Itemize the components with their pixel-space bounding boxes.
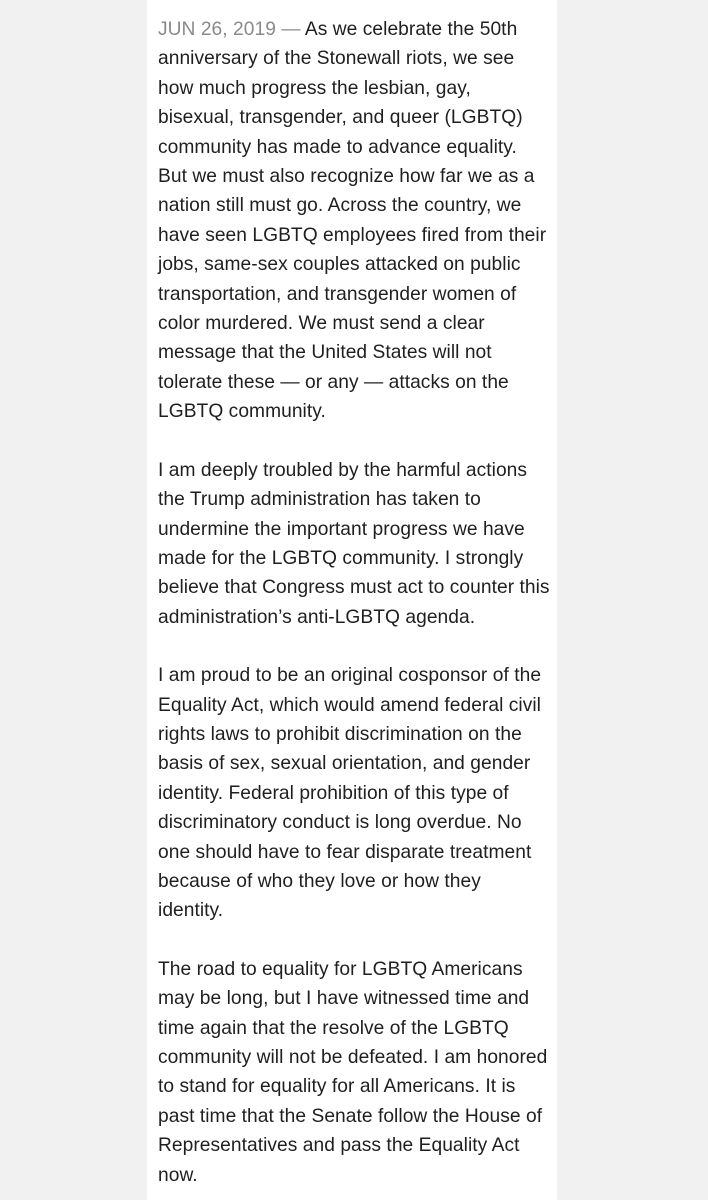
- article-paragraph-4: The road to equality for LGBTQ Americans may be long, but I have witnessed time and time again that the resolve of the LGBTQ community will not be defeated. I am honored to stand for equality for all Americans. It is past time that the Senate follow the House of Representatives and pass the Equality Act now.: [158, 958, 548, 1186]
- date-separator: —: [275, 19, 305, 40]
- article-paragraph-1: [158, 15, 550, 427]
- article-paragraph-3: I am proud to be an original cosponsor of the Equality Act, which would amend federal civil rights laws to prohibit discrimination on the basis of sex, sexual orientation, and gender identity. Federal prohibition of this type of discriminatory conduct is long overdue. No one should have to fear disparate treatment because of who they love or how they identity.: [158, 665, 542, 922]
- article-paragraph-2: I am deeply troubled by the harmful actions the Trump administration has taken to undermine the important progress we have made for the LGBTQ community. I strongly believe that Congress must act to counter this administration’s anti-LGBTQ agenda.: [158, 459, 550, 628]
- article-date: JUN 26, 2019: [158, 19, 276, 40]
- article-body: [158, 15, 557, 1190]
- paragraph-text: As we celebrate the 50th anniversary of the Stonewall riots, we see how much progress the lesbian, gay, bisexual, transgender, and queer (LGBTQ) community has made to advance equality. But we must also recognize how far we as a nation still must go. Across the country, we have seen LGBTQ employees fired from their jobs, same-sex couples attacked on public transportation, and transgender women of color murdered. We must send a clear message that the United States will not tolerate these — or any — attacks on the LGBTQ community.: [158, 19, 547, 423]
- article-card: [147, 0, 557, 1200]
